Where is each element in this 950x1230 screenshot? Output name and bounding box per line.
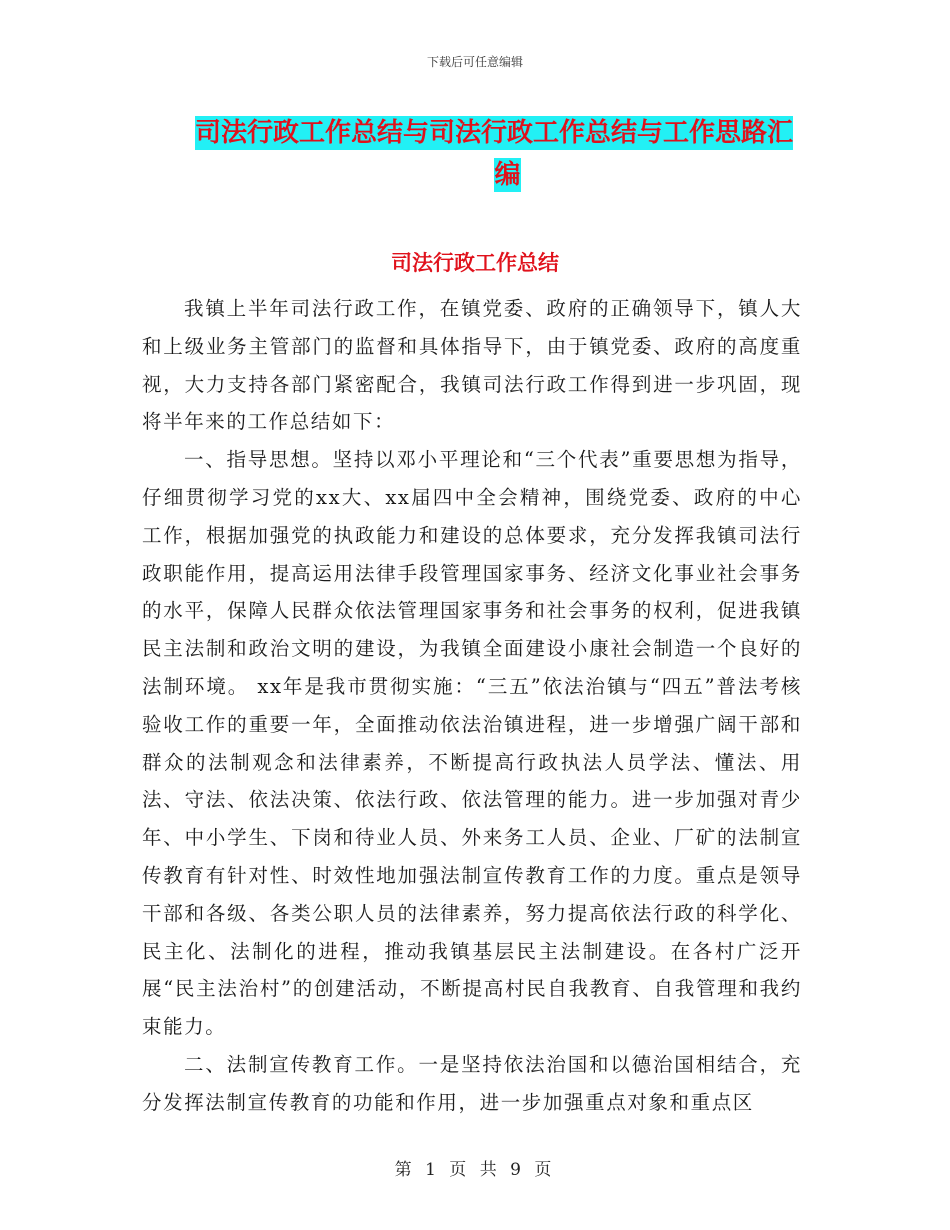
header-note: 下载后可任意编辑 xyxy=(426,55,523,69)
title-line-2: 编 xyxy=(494,160,521,190)
paragraph-legal-education: 二、法制宣传教育工作。一是坚持依法治国和以德治国相结合，充分发挥法制宣传教育的功能和作用，进一步加强重点对象和重点区 xyxy=(142,1052,802,1114)
page-number: 第 1 页 共 9 页 xyxy=(394,1160,556,1180)
paragraph-intro: 我镇上半年司法行政工作，在镇党委、政府的正确领导下，镇人大和上级业务主管部门的监督和具体指导下，由于镇党委、政府的高度重视，大力支持各部门紧密配合，我镇司法行政工作得到进一步巩固，现将半年来的工作总结如下： xyxy=(142,297,802,434)
section-title: 司法行政工作总结 xyxy=(391,251,559,275)
title-line-1: 司法行政工作总结与司法行政工作总结与工作思路汇 xyxy=(195,118,794,148)
body-text xyxy=(142,290,802,1122)
paragraph-guiding-ideology: 一、指导思想。坚持以邓小平理论和“三个代表”重要思想为指导，仔细贯彻学习党的xx大、xx届四中全会精神，围绕党委、政府的中心工作，根据加强党的执政能力和建设的总体要求，充分发挥我镇司法行政职能作用，提高运用法律手段管理国家事务、经济文化事业社会事务的水平，保障人民群众依法管理国家事务和社会事务的权利，促进我镇民主法制和政治文明的建设，为我镇全面建设小康社会制造一个良好的法制环境。 xx年是我市贯彻实施：“三五”依法治镇与“四五”普法考核验收工作的重要一年，全面推动依法治镇进程，进一步增强广阔干部和群众的法制观念和法律素养，不断提高行政执法人员学法、懂法、用法、守法、依法决策、依法行政、依法管理的能力。进一步加强对青少年、中小学生、下岗和待业人员、外来务工人员、企业、厂矿的法制宣传教育有针对性、时效性地加强法制宣传教育工作的力度。重点是领导干部和各级、各类公职人员的法律素养，努力提高依法行政的科学化、民主化、法制化的进程，推动我镇基层民主法制建设。在各村广泛开展“民主法治村”的创建活动，不断提高村民自我教育、自我管理和我约束能力。 xyxy=(142,448,802,1039)
document-title xyxy=(195,112,810,196)
